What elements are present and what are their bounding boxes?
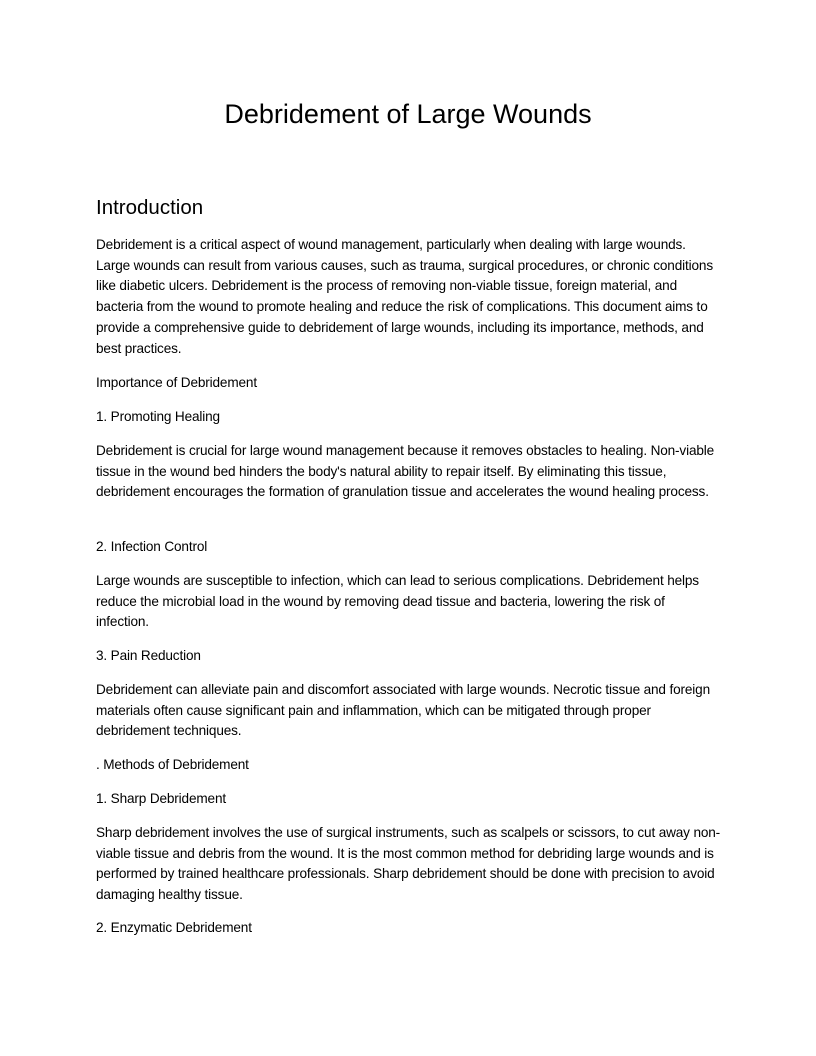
pain-reduction-heading: 3. Pain Reduction [96, 648, 201, 663]
promoting-healing-paragraph: Debridement is crucial for large wound management because it removes obstacles to healing. Non-viable tissue in the wound bed hinders the body's natural ability to repair itself. By eliminating this tissue, debridement encourages the formation of granulation tissue and accelerates the wound healing process. [96, 443, 715, 500]
infection-control-paragraph: Large wounds are susceptible to infection, which can lead to serious complications. Debridement helps reduce the microbial load in the wound by removing dead tissue and bacteria, lowering the risk of infection. [96, 573, 699, 630]
methods-heading: . Methods of Debridement [96, 757, 249, 772]
importance-heading: Importance of Debridement [96, 375, 257, 390]
intro-paragraph: Debridement is a critical aspect of wound management, particularly when dealing with large wounds. Large wounds can result from various causes, such as trauma, surgical procedures, or chronic conditions like diabetic ulcers. Debridement is the process of removing non-viable tissue, foreign material, and bacteria from the wound to promote healing and reduce the risk of complications. This document aims to provide a comprehensive guide to debridement of large wounds, including its importance, methods, and best practices. [96, 237, 713, 356]
promoting-healing-heading: 1. Promoting Healing [96, 409, 220, 424]
infection-control-heading: 2. Infection Control [96, 539, 208, 554]
pain-reduction-paragraph: Debridement can alleviate pain and discomfort associated with large wounds. Necrotic tissue and foreign materials often cause significant pain and inflammation, which can be mitigated through proper debridement techniques. [96, 682, 710, 739]
document-title: Debridement of Large Wounds [224, 99, 592, 129]
sharp-debridement-paragraph: Sharp debridement involves the use of surgical instruments, such as scalpels or scissors, to cut away non-viable tissue and debris from the wound. It is the most common method for debriding large wounds and is performed by trained healthcare professionals. Sharp debridement should be done with precision to avoid damaging healthy tissue. [96, 825, 721, 903]
enzymatic-debridement-heading: 2. Enzymatic Debridement [96, 920, 252, 935]
introduction-heading: Introduction [96, 196, 204, 219]
sharp-debridement-heading: 1. Sharp Debridement [96, 791, 226, 806]
